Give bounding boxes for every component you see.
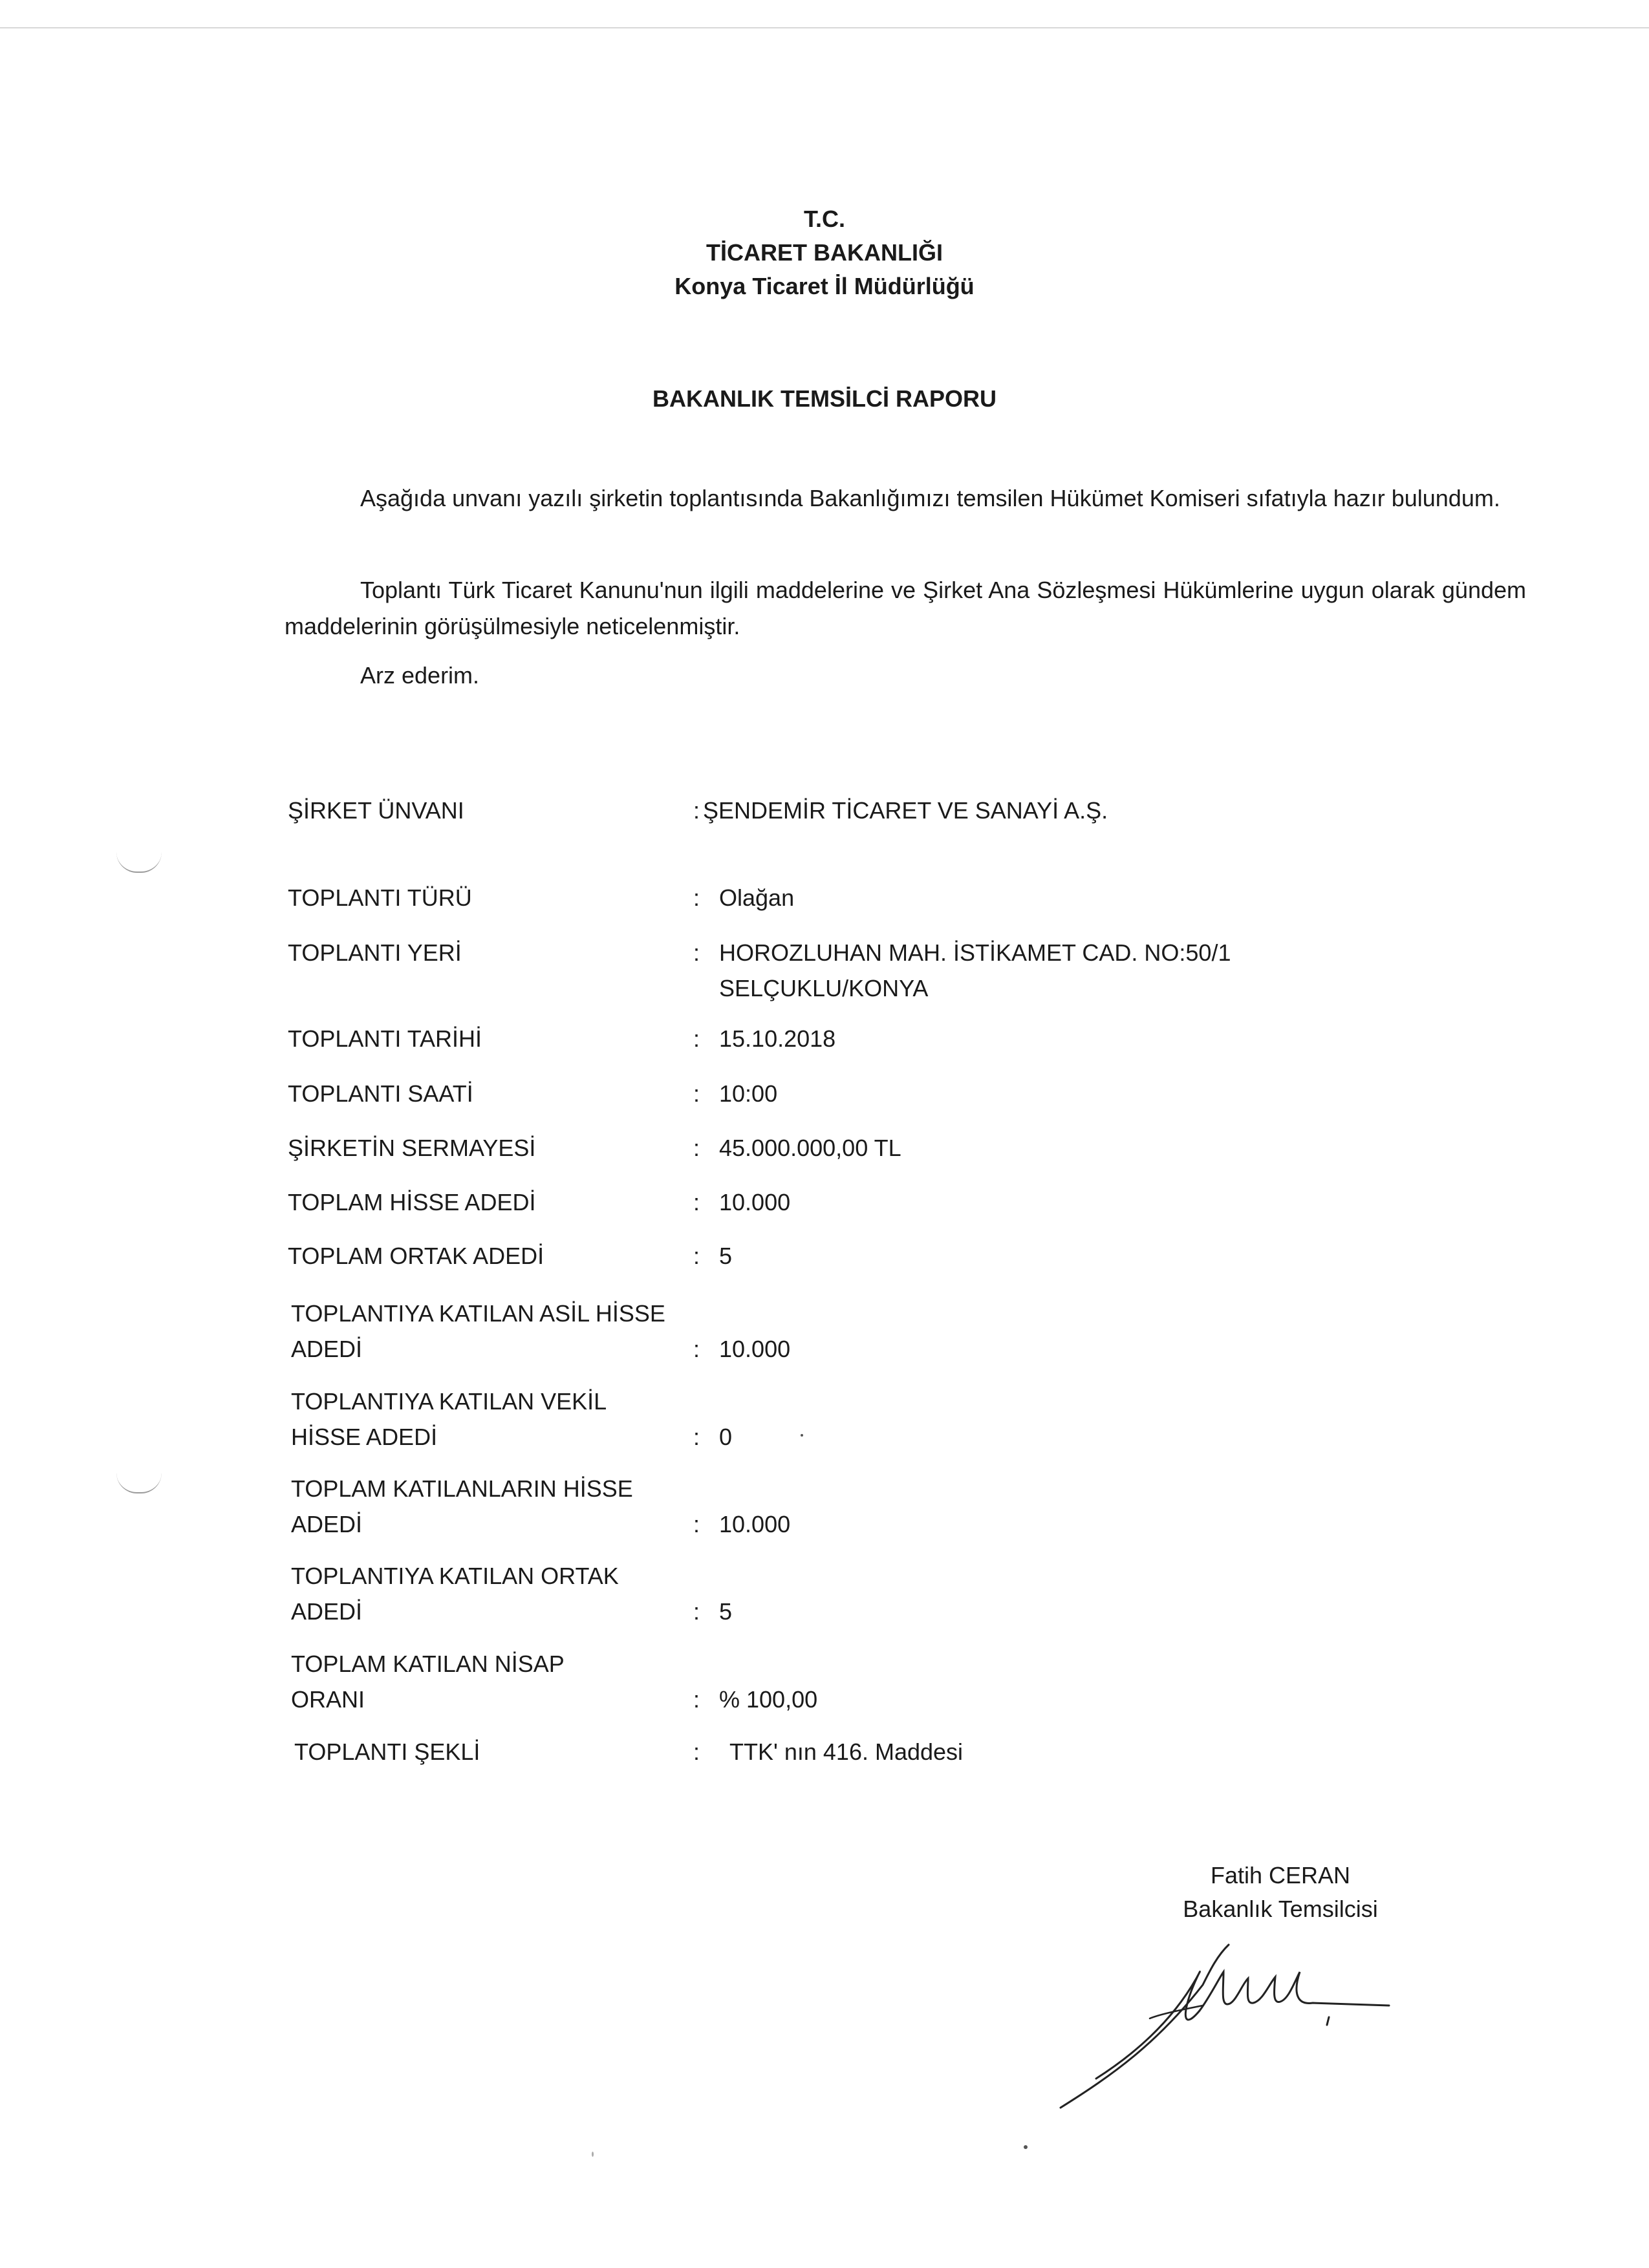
detail-label: TOPLAM KATILAN NİSAP ORANI bbox=[291, 1651, 565, 1713]
detail-colon: : bbox=[693, 1336, 700, 1362]
detail-value: 10.000 bbox=[719, 1511, 791, 1537]
paragraph-2: Toplantı Türk Ticaret Kanunu'nun ilgili maddelerine ve Şirket Ana Sözleşmesi Hükümlerine uygun olarak gündem maddelerinin görüşülmesiyle neticelenmiştir. bbox=[285, 577, 1526, 639]
detail-colon: : bbox=[693, 1189, 700, 1215]
header-tc: T.C. bbox=[803, 206, 845, 232]
detail-colon: : bbox=[693, 797, 700, 824]
detail-label: TOPLANTI TARİHİ bbox=[288, 1025, 482, 1052]
detail-value: 0 bbox=[719, 1424, 733, 1450]
detail-colon: : bbox=[693, 1080, 700, 1107]
detail-label: TOPLAM HİSSE ADEDİ bbox=[288, 1189, 536, 1215]
punch-hole-mark bbox=[116, 1473, 162, 1493]
detail-colon: : bbox=[693, 1135, 700, 1161]
detail-label: ŞİRKET ÜNVANI bbox=[288, 797, 464, 824]
detail-label: TOPLAM KATILANLARIN HİSSE ADEDİ bbox=[291, 1475, 633, 1537]
detail-value: 10.000 bbox=[719, 1189, 791, 1215]
detail-value: 10.000 bbox=[719, 1336, 791, 1362]
signatory-title: Bakanlık Temsilcisi bbox=[1183, 1896, 1378, 1922]
detail-value: 15.10.2018 bbox=[719, 1025, 836, 1052]
page-top-border bbox=[0, 27, 1649, 28]
header-ministry: TİCARET BAKANLIĞI bbox=[706, 239, 943, 266]
detail-colon: : bbox=[693, 939, 700, 966]
detail-value: 5 bbox=[719, 1598, 733, 1625]
detail-label: TOPLANTI SAATİ bbox=[288, 1080, 473, 1107]
detail-colon: : bbox=[693, 1686, 700, 1713]
detail-value: 45.000.000,00 TL bbox=[719, 1135, 901, 1161]
detail-label: TOPLANTI TÜRÜ bbox=[288, 884, 472, 911]
detail-label: TOPLANTI ŞEKLİ bbox=[294, 1738, 480, 1765]
punch-hole-mark bbox=[116, 852, 162, 873]
detail-label: TOPLAM ORTAK ADEDİ bbox=[288, 1243, 544, 1269]
scan-speck bbox=[592, 2152, 594, 2157]
paragraph-closing: Arz ederim. bbox=[360, 662, 480, 689]
detail-label: ŞİRKETİN SERMAYESİ bbox=[288, 1135, 536, 1161]
scan-speck bbox=[801, 1434, 803, 1437]
detail-value: ŞENDEMİR TİCARET VE SANAYİ A.Ş. bbox=[703, 797, 1108, 824]
detail-colon: : bbox=[693, 1738, 700, 1765]
detail-label: TOPLANTIYA KATILAN VEKİL HİSSE ADEDİ bbox=[291, 1388, 606, 1450]
detail-value: TTK' nın 416. Maddesi bbox=[729, 1738, 964, 1765]
detail-colon: : bbox=[693, 884, 700, 911]
report-title: BAKANLIK TEMSİLCİ RAPORU bbox=[652, 385, 997, 412]
scan-speck bbox=[1024, 2145, 1028, 2149]
signatory-name: Fatih CERAN bbox=[1210, 1862, 1351, 1888]
detail-colon: : bbox=[693, 1243, 700, 1269]
detail-value: % 100,00 bbox=[719, 1686, 818, 1713]
detail-colon: : bbox=[693, 1025, 700, 1052]
detail-label: TOPLANTI YERİ bbox=[288, 939, 462, 966]
detail-value: Olağan bbox=[719, 884, 795, 911]
detail-colon: : bbox=[693, 1511, 700, 1537]
detail-label: TOPLANTIYA KATILAN ASİL HİSSE ADEDİ bbox=[291, 1300, 665, 1362]
detail-label: TOPLANTIYA KATILAN ORTAK ADEDİ bbox=[291, 1563, 619, 1625]
detail-value: HOROZLUHAN MAH. İSTİKAMET CAD. NO:50/1 SELÇUKLU/KONYA bbox=[719, 939, 1231, 1001]
paragraph-1: Aşağıda unvanı yazılı şirketin toplantısında Bakanlığımızı temsilen Hükümet Komiseri sıfatıyla hazır bulundum. bbox=[360, 485, 1500, 511]
header-directorate: Konya Ticaret İl Müdürlüğü bbox=[674, 273, 975, 299]
detail-colon: : bbox=[693, 1598, 700, 1625]
detail-colon: : bbox=[693, 1424, 700, 1450]
detail-value: 10:00 bbox=[719, 1080, 778, 1107]
detail-value: 5 bbox=[719, 1243, 733, 1269]
signature-mark bbox=[1035, 1933, 1410, 2127]
